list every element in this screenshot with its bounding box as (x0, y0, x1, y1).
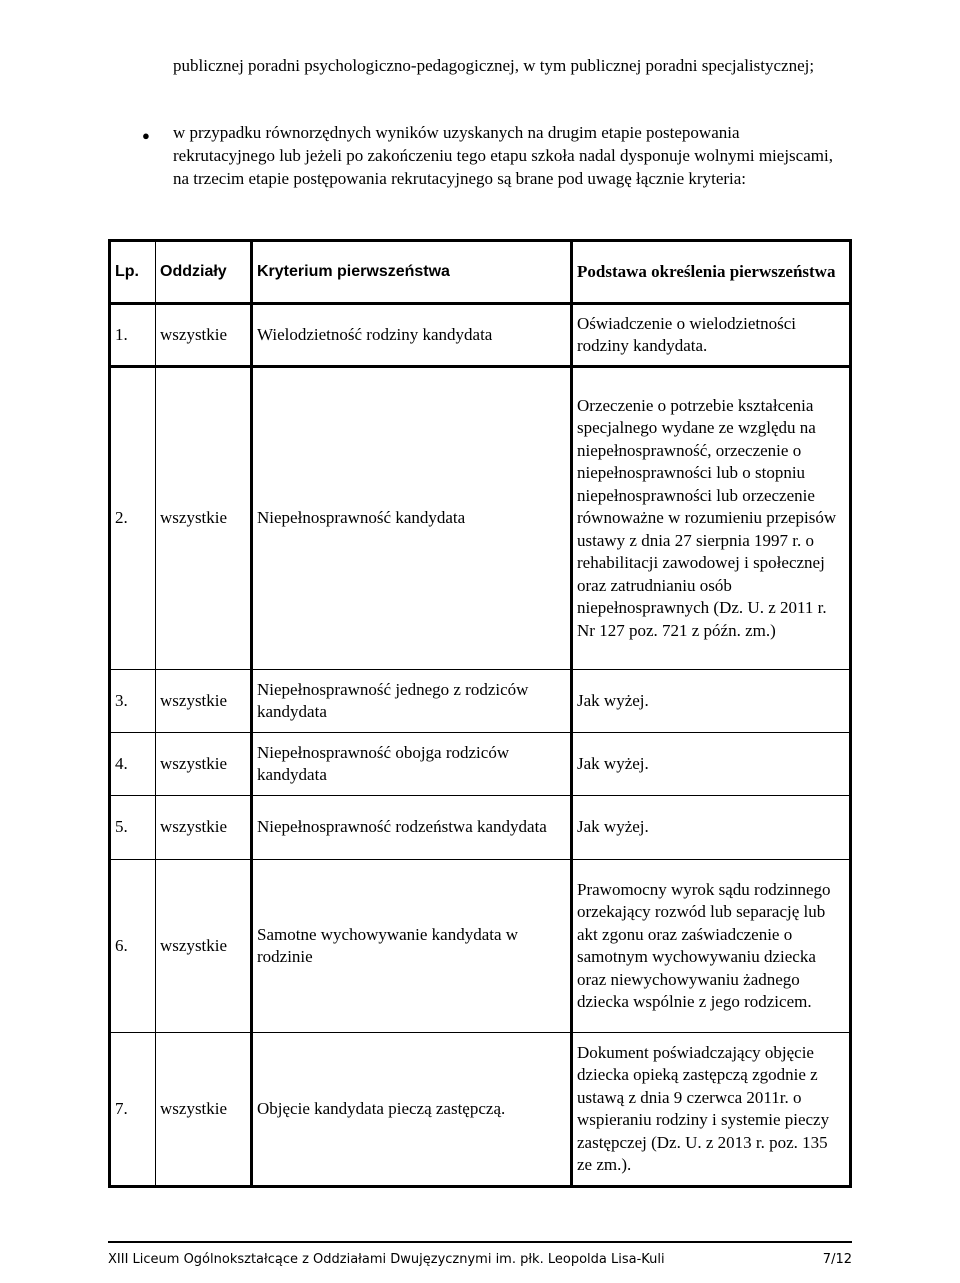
row-departments: wszystkie (156, 304, 252, 367)
header-lp: Lp. (110, 241, 156, 304)
row-basis: Dokument poświadczający objęcie dziecka opieką zastępczą zgodnie z ustawą z dnia 9 czerwca 2011r. o wspieraniu rodziny i systemie pieczy zastępczej (Dz. U. z 2013 r. poz. 135 ze zm.). (577, 1042, 830, 1174)
row-departments: wszystkie (156, 796, 252, 860)
row-basis: Oświadczenie o wielodzietności rodziny kandydata. (572, 304, 851, 367)
row-departments: wszystkie (156, 733, 252, 796)
row-criterion: Niepełnosprawność kandydata (252, 367, 572, 670)
footer-school-name: XIII Liceum Ogólnokształcące z Oddziałami Dwujęzycznymi im. płk. Leopolda Lisa-Kuli (108, 1252, 665, 1267)
row-lp: 6. (110, 860, 156, 1033)
table-row (110, 367, 851, 670)
row-basis: Orzeczenie o potrzebie kształcenia specjalnego wydane ze względu na niepełnosprawność, orzeczenie o niepełnosprawności lub o stopniu niepełnosprawności lub orzeczenie równoważne w rozumieniu przepisów ustawy z dnia 27 sierpnia 1997 r. o rehabilitacji zawodowej i społecznej oraz zatrudnianiu osób niepełnosprawnych (Dz. U. z 2011 r. Nr 127 poz. 721 z późn. zm.) (572, 367, 851, 670)
criteria-table (108, 239, 852, 1188)
table-row (110, 796, 851, 860)
row-criterion: Wielodzietność rodziny kandydata (252, 304, 572, 367)
row-criterion: Niepełnosprawność rodzeństwa kandydata (252, 796, 572, 860)
row-basis: Jak wyżej. (572, 796, 851, 860)
header-basis: Podstawa określenia pierwszeństwa (572, 241, 851, 304)
footer-page-number: 7/12 (822, 1252, 852, 1267)
row-lp: 5. (110, 796, 156, 860)
row-basis: Prawomocny wyrok sądu rodzinnego orzekający rozwód lub separację lub akt zgonu oraz zaświadczenie o samotnym wychowywaniu dziecka oraz niewychowywaniu żadnego dziecka wspólnie z jego rodzicem. (572, 860, 851, 1033)
page-footer (108, 1252, 852, 1267)
table-row (110, 670, 851, 733)
header-criterion: Kryterium pierwszeństwa (252, 241, 572, 304)
row-lp: 1. (110, 304, 156, 367)
paragraph-continuation: publicznej poradni psychologiczno-pedagogicznej, w tym publicznej poradni specjalistycznej; (173, 56, 815, 75)
row-criterion: Samotne wychowywanie kandydata w rodzinie (252, 860, 572, 1033)
table-row (110, 860, 851, 1033)
row-lp: 4. (110, 733, 156, 796)
row-departments: wszystkie (156, 670, 252, 733)
row-lp: 2. (110, 367, 156, 670)
row-lp: 3. (110, 670, 156, 733)
table-row (110, 304, 851, 367)
header-departments: Oddziały (156, 241, 252, 304)
row-criterion: Niepełnosprawność obojga rodziców kandydata (252, 733, 572, 796)
row-departments: wszystkie (156, 1033, 252, 1187)
row-departments: wszystkie (156, 367, 252, 670)
footer-divider (108, 1241, 852, 1243)
row-basis: Jak wyżej. (572, 733, 851, 796)
bullet-dot-icon: ● (142, 128, 150, 143)
row-criterion: Objęcie kandydata pieczą zastępczą. (252, 1033, 572, 1187)
row-criterion: Niepełnosprawność jednego z rodziców kandydata (252, 670, 572, 733)
row-departments: wszystkie (156, 860, 252, 1033)
table-row (110, 1033, 851, 1187)
bullet-item-text: w przypadku równorzędnych wyników uzyskanych na drugim etapie postepowania rekrutacyjnego lub jeżeli po zakończeniu tego etapu szkoła nadal dysponuje wolnymi miejscami, na trzecim etapie postępowania rekrutacyjnego są brane pod uwagę łącznie kryteria: (173, 123, 833, 188)
row-lp: 7. (110, 1033, 156, 1187)
row-basis: Jak wyżej. (572, 670, 851, 733)
table-header-row (110, 241, 851, 304)
table-row (110, 733, 851, 796)
